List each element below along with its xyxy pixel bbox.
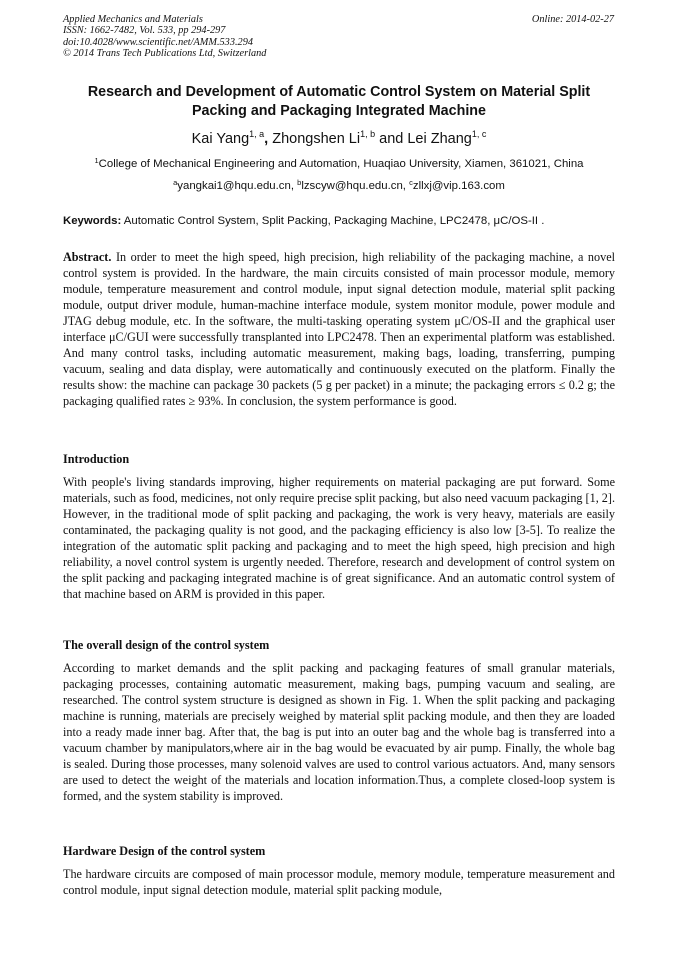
keywords-text: Automatic Control System, Split Packing, Packaging Machine, LPC2478, μC/OS-II . [123,215,545,227]
email-list [63,179,615,193]
author-name: Lei Zhang [407,131,472,147]
author-separator: , [264,131,273,147]
section-heading-introduction: Introduction [63,452,130,466]
author-list [63,130,615,148]
email-mark: b [297,178,302,187]
keywords-label: Keywords: [63,215,122,227]
email-mark: a [173,178,178,187]
section-heading-hardware-design: Hardware Design of the control system [63,844,266,858]
keywords [63,214,623,228]
affiliation [63,157,615,171]
section-text-introduction: With people's living standards improving, higher requirements on material packaging are put forward. Some materials, such as food, medicines, not only require precise split packing, but also need vacuum packaging [1, 2]. However, in the traditional mode of split packing and packaging, the work is very heavy, materials are easily contaminated, the packaging quality is not good, and the packaging efficiency is also low [3-5]. To realize the integration of the automatic split packing and packaging and to meet the high speed, high precision and high reliability, a novel control system is urgently needed. Therefore, research and development of control system on the split packing and packaging integrated machine is of great significance. And an automatic control system of that machine based on ARM is provided in this paper. [63,475,616,601]
copyright: © 2014 Trans Tech Publications Ltd, Switzerland [63,48,267,60]
online-date: Online: 2014-02-27 [531,14,614,25]
author-separator: and [375,131,408,147]
author-affiliation-mark: 1, a [249,129,265,139]
email: lzscyw@hqu.edu.cn, [301,180,410,192]
abstract-text: In order to meet the high speed, high precision, high reliability of the packaging machine, a novel control system is provided. In the hardware, the main circuits consisted of main processor module, memory module, temperature measurement and control module, input signal detection module, material split packing module, output driver module, human-machine interface module, system monitor module, power module and JTAG debug module, etc. In the software, the multi-tasking operating system μC/OS-II and the graphical user interface μC/GUI were successfully transplanted into LPC2478. Then an experimental platform was established. And many control tasks, including automatic measurement, making bags, loading, transferring, pumping vacuum, sealing and data display, were automatically and continuously executed on the platform. Finally the results show: the machine can package 30 packets (5 g per packet) in a minute; the packaging errors ≤ 0.2 g; the packaging qualified rates ≥ 93%. In conclusion, the system performance is good. [63,250,616,408]
affiliation-text: College of Mechanical Engineering and Automation, Huaqiao University, Xiamen, 361021, China [98,158,584,170]
publication-info [63,14,266,60]
affiliation-mark: 1 [94,156,99,165]
author-name: Kai Yang [191,131,250,147]
abstract-label: Abstract. [63,250,112,264]
journal-name: Applied Mechanics and Materials [63,14,203,25]
abstract [63,250,615,410]
author-affiliation-mark: 1, c [471,129,487,139]
section-heading-overall-design: The overall design of the control system [63,638,270,652]
issn: ISSN: 1662-7482, Vol. 533, pp 294-297 [63,25,226,37]
author-affiliation-mark: 1, b [360,129,376,139]
email: zllxj@vip.163.com [412,180,505,192]
author-name: Zhongshen Li [272,131,361,147]
paper-title: Research and Development of Automatic Control System on Material Split Packing and Packaging Integrated Machine [87,84,591,119]
email-mark: c [409,178,413,187]
section-text-overall-design: According to market demands and the split packing and packaging features of small granular materials, packaging processes, containing automatic measurement, making bags, pumping vacuum and sealing, are researched. The control system structure is designed as shown in Fig. 1. When the split packing and packaging machine is running, materials are precisely weighed by material split packing module, and then they are loaded into a ready made inner bag. After that, the bag is put into an outer bag and the whole bag is transferred into a vacuum chamber by manipulators,where air in the bag would be evacuated by air pump. Finally, the whole bag is sealed. During those processes, many solenoid valves are used to control various actuators. And, many sensors are used to detect the weight of the materials and location information.Thus, a complete closed-loop system is formed, and the system stability is improved. [63,661,615,803]
doi: doi:10.4028/www.scientific.net/AMM.533.294 [63,36,253,48]
email: yangkai1@hqu.edu.cn, [177,180,298,192]
section-text-hardware-design: The hardware circuits are composed of main processor module, memory module, temperature measurement and control module, input signal detection module, material split packing module, [63,867,615,897]
